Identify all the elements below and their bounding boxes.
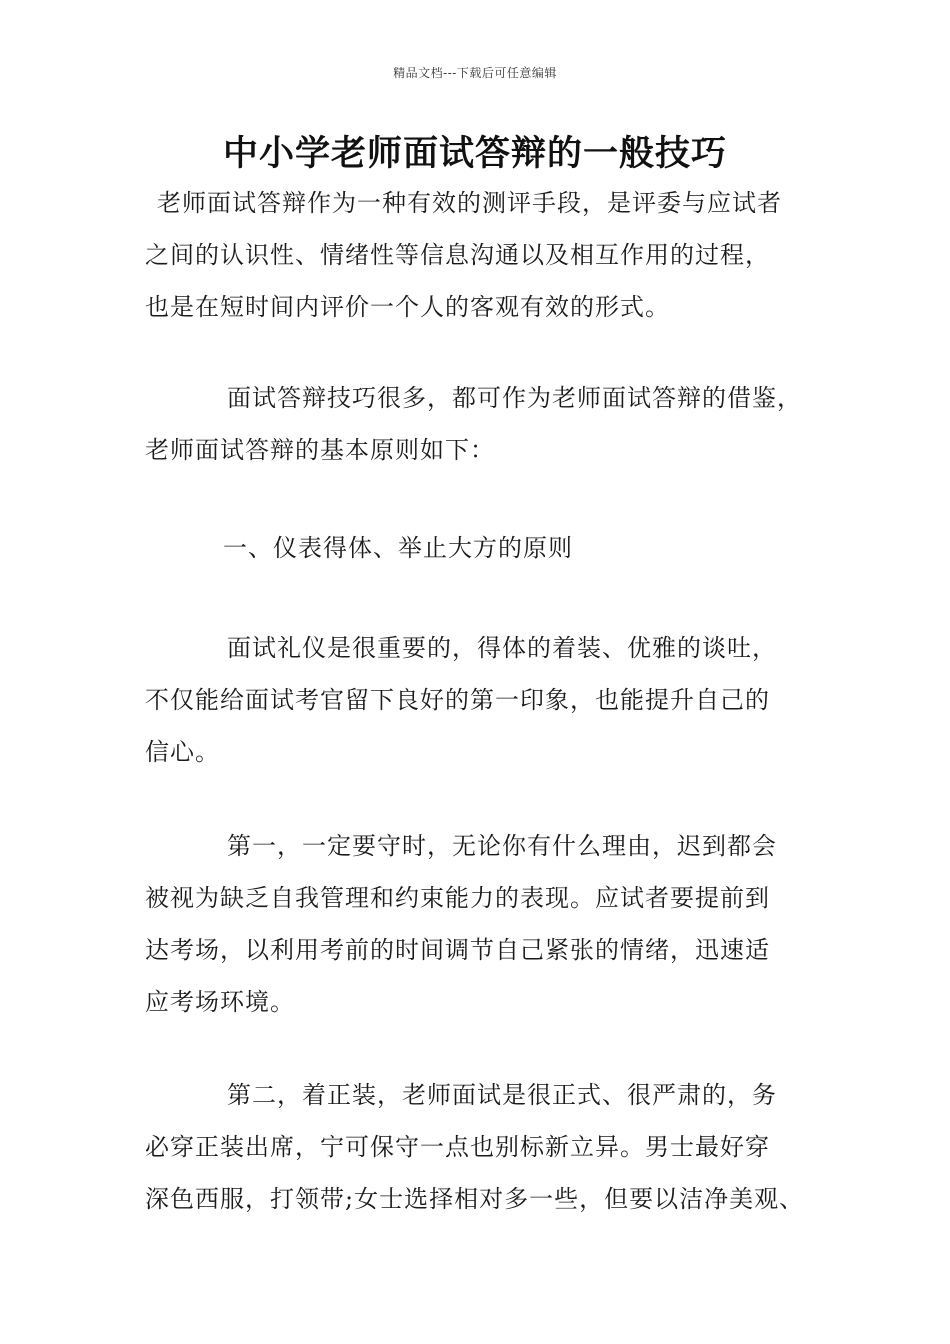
text-line: 不仅能给面试考官留下良好的第一印象，也能提升自己的 bbox=[145, 686, 770, 714]
text-line: 第二，着正装，老师面试是很正式、很严肃的，务 bbox=[227, 1081, 777, 1109]
paragraph-techniques bbox=[145, 372, 817, 476]
text-line: 深色西服，打领带;女士选择相对多一些，但要以洁净美观、 bbox=[145, 1185, 805, 1213]
paragraph-etiquette bbox=[145, 622, 817, 778]
paragraph-intro bbox=[145, 177, 817, 333]
header-note: 精品文档---下载后可任意编辑 bbox=[393, 66, 557, 80]
text-line: 之间的认识性、情绪性等信息沟通以及相互作用的过程， bbox=[145, 241, 770, 269]
document-title: 中小学老师面试答辩的一般技巧 bbox=[222, 134, 727, 174]
text-line: 老师面试答辩的基本原则如下： bbox=[145, 436, 495, 464]
text-line: 也是在短时间内评价一个人的客观有效的形式。 bbox=[145, 293, 670, 321]
text-line: 被视为缺乏自我管理和约束能力的表现。应试者要提前到 bbox=[145, 884, 770, 912]
paragraph-punctuality bbox=[145, 820, 817, 1028]
paragraph-attire bbox=[145, 1069, 817, 1225]
text-line: 一、仪表得体、举止大方的原则 bbox=[223, 534, 573, 562]
text-line: 第一，一定要守时，无论你有什么理由，迟到都会 bbox=[227, 832, 777, 860]
text-line: 信心。 bbox=[145, 738, 220, 766]
text-line: 必穿正装出席，宁可保守一点也别标新立异。男士最好穿 bbox=[145, 1133, 770, 1161]
text-line: 面试礼仪是很重要的，得体的着装、优雅的谈吐， bbox=[227, 634, 777, 662]
section-heading bbox=[145, 522, 817, 574]
text-line: 应考场环境。 bbox=[145, 988, 295, 1016]
text-line: 老师面试答辩作为一种有效的测评手段，是评委与应试者 bbox=[157, 189, 782, 217]
text-line: 达考场，以利用考前的时间调节自己紧张的情绪，迅速适 bbox=[145, 936, 770, 964]
text-line: 面试答辩技巧很多，都可作为老师面试答辩的借鉴， bbox=[227, 384, 802, 412]
